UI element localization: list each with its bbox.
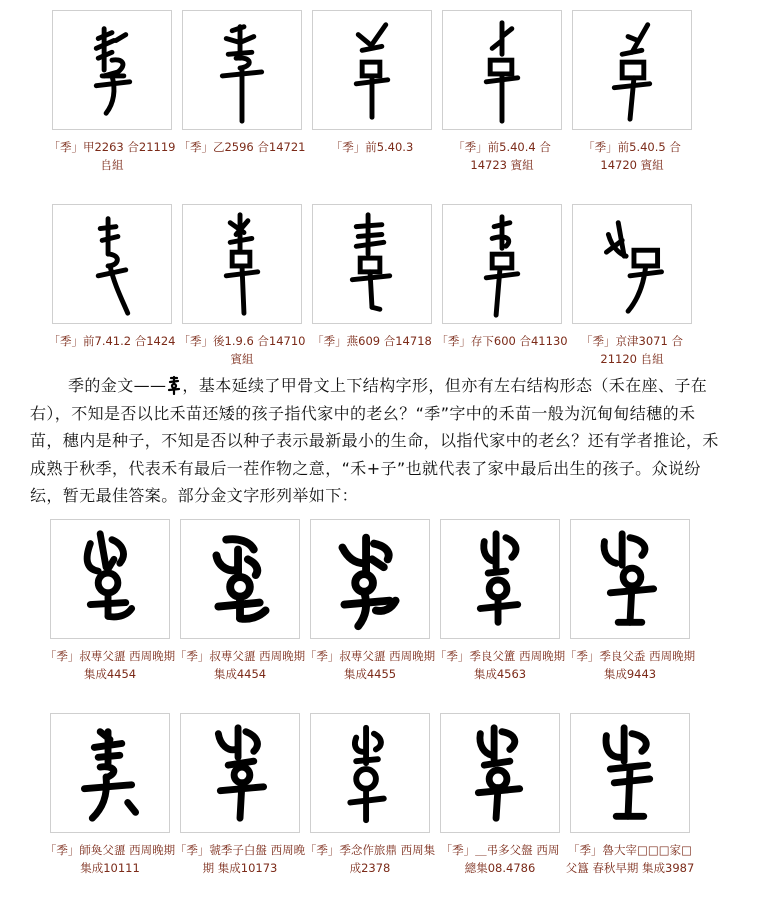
glyph-image: [180, 519, 300, 639]
glyph-caption: 「季」＿弔多父盤 西周 總集08.4786: [440, 843, 560, 875]
glyph-image: [572, 204, 692, 324]
bronze-glyph-b2: [181, 520, 299, 638]
glyph-caption: 「季」甲2263 合21119 𠂤組: [48, 140, 176, 172]
body-paragraph: [30, 372, 720, 510]
paragraph-lead: 季的金文——: [68, 376, 167, 395]
glyph-caption: 「季」師奐父盨 西周晚期 集成10111: [44, 843, 176, 875]
bronze-glyph-b3: [311, 520, 429, 638]
bronze-glyph-b9: [441, 714, 559, 832]
bronze-glyph-b4: [441, 520, 559, 638]
glyph-caption: 「季」前5.40.4 合14723 賓組: [453, 140, 551, 172]
glyph-image: [52, 204, 172, 324]
glyph-image: [310, 519, 430, 639]
oracle-glyph-g4: [443, 11, 561, 129]
glyph-image: [442, 10, 562, 130]
glyph-caption: 「季」季良父簠 西周晚期 集成4563: [434, 649, 566, 681]
bronze-glyph-b10: [571, 714, 689, 832]
glyph-image: [52, 10, 172, 130]
oracle-glyph-g7: [183, 205, 301, 323]
glyph-image: [50, 519, 170, 639]
glyph-caption: 「季」叔尃父盨 西周晚期 集成4454: [174, 649, 306, 681]
glyph-image: [312, 10, 432, 130]
inline-bronze-glyph-icon: [166, 375, 182, 395]
glyph-caption: 「季」乙2596 合14721: [178, 140, 306, 154]
glyph-image: [572, 10, 692, 130]
glyph-caption: 「季」季念作旅鼎 西周集成2378: [304, 843, 436, 875]
oracle-glyph-g10: [573, 205, 691, 323]
glyph-image: [440, 519, 560, 639]
oracle-glyph-g3: [313, 11, 431, 129]
glyph-caption: 「季」叔尃父盨 西周晚期 集成4455: [304, 649, 436, 681]
glyph-image: [182, 204, 302, 324]
oracle-glyph-g8: [313, 205, 431, 323]
glyph-caption: 「季」虢季子白盤 西周晚期 集成10173: [174, 843, 306, 875]
glyph-image: [180, 713, 300, 833]
glyph-caption: 「季」前5.40.3: [330, 140, 414, 154]
glyph-image: [310, 713, 430, 833]
oracle-glyph-g1: [53, 11, 171, 129]
glyph-caption: 「季」京津3071 合21120 𠂤組: [581, 334, 683, 366]
glyph-image: [570, 713, 690, 833]
glyph-caption: 「季」前5.40.5 合14720 賓組: [583, 140, 681, 172]
bronze-glyph-b7: [181, 714, 299, 832]
oracle-glyph-g9: [443, 205, 561, 323]
glyph-caption: 「季」燕609 合14718: [312, 334, 432, 348]
glyph-image: [50, 713, 170, 833]
glyph-image: [570, 519, 690, 639]
glyph-caption: 「季」後1.9.6 合14710 賓組: [178, 334, 306, 366]
glyph-image: [182, 10, 302, 130]
bronze-glyph-b6: [51, 714, 169, 832]
glyph-caption: 「季」叔尃父盨 西周晚期 集成4454: [44, 649, 176, 681]
glyph-image: [440, 713, 560, 833]
paragraph-body: ，基本延续了甲骨文上下结构字形，但亦有左右结构形态（禾在座、子在右），不知是否以比禾苗还矮的孩子指代家中的老幺？“季”字中的禾苗一般为沉甸甸结穗的禾苗，穗内是种子，不知是否以种子表示最新最小的生命，以指代家中的老幺？还有学者推论，禾成熟于秋季，代表禾有最后一茬作物之意，“禾+子”也就代表了家中最后出生的孩子。众说纷纭，暂无最佳答案。部分金文字形列举如下：: [30, 376, 719, 505]
bronze-glyph-b5: [571, 520, 689, 638]
glyph-caption: 「季」魯大宰□□□家□父簋 春秋早期 集成3987: [565, 843, 695, 875]
glyph-caption: 「季」季良父盉 西周晚期 集成9443: [564, 649, 696, 681]
bronze-glyph-b8: [311, 714, 429, 832]
glyph-image: [312, 204, 432, 324]
glyph-image: [442, 204, 562, 324]
bronze-glyph-b1: [51, 520, 169, 638]
oracle-glyph-g6: [53, 205, 171, 323]
oracle-glyph-g5: [573, 11, 691, 129]
glyph-caption: 「季」前7.41.2 合1424: [48, 334, 176, 348]
oracle-glyph-g2: [183, 11, 301, 129]
glyph-caption: 「季」存下600 合41130: [436, 334, 568, 348]
